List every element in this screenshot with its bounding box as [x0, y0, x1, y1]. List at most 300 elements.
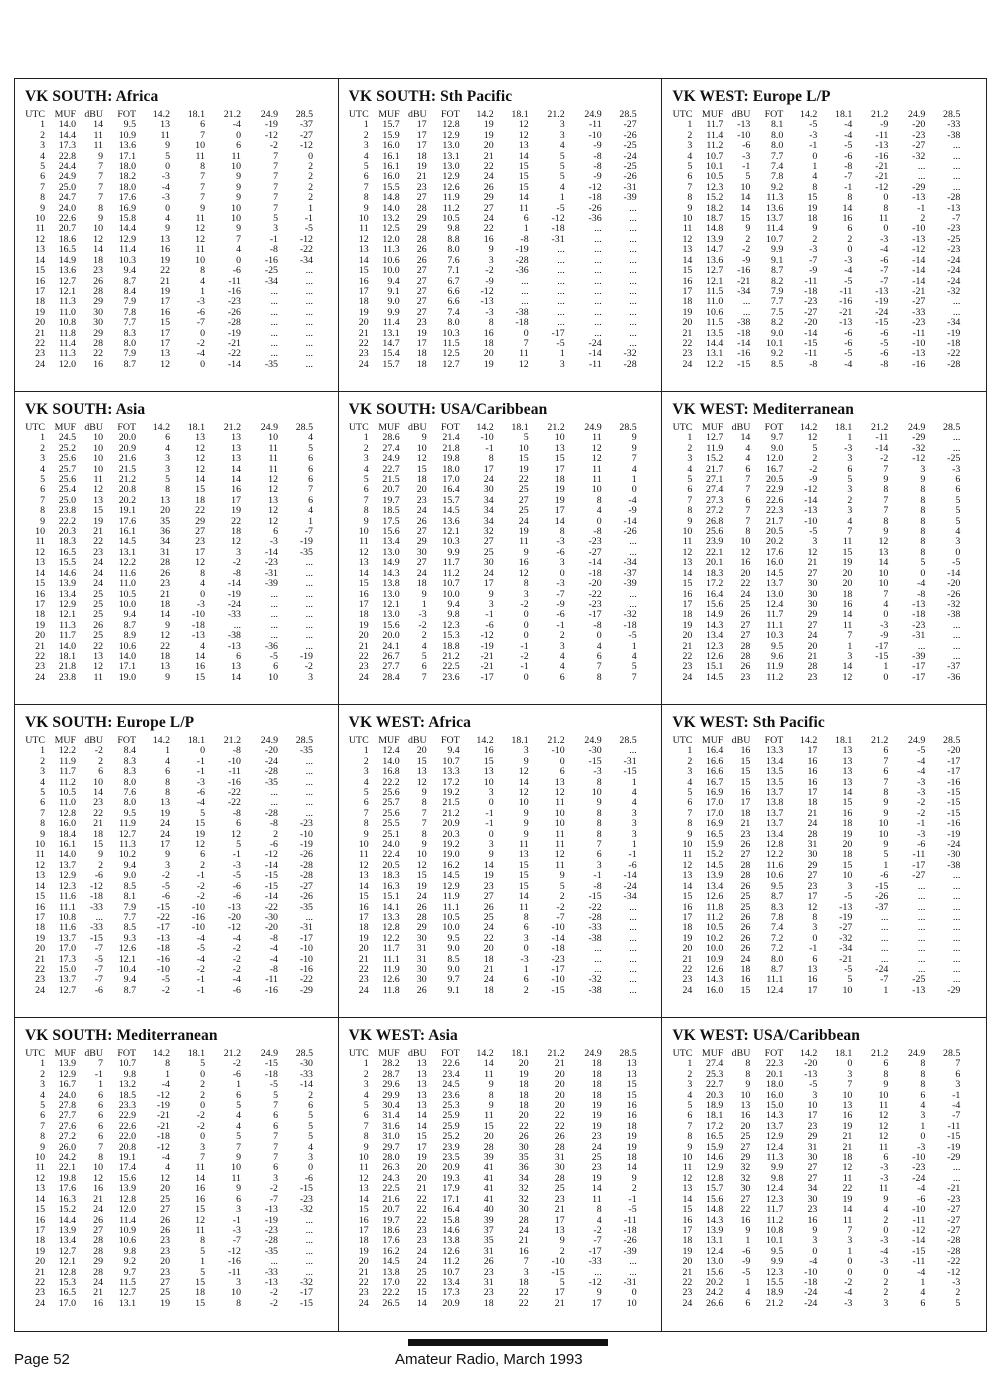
table-cell: 23 [682, 661, 693, 673]
column-header: UTC [25, 422, 45, 433]
prediction-table [670, 110, 963, 370]
table-cell: 9.1 [770, 254, 784, 266]
table-cell: 10 [740, 536, 751, 548]
table-cell: -10 [912, 337, 926, 349]
table-cell: 7.8 [770, 911, 784, 923]
table-cell: 14 [416, 1297, 427, 1309]
table-cell: 28 [554, 1172, 565, 1184]
table-cell: ... [305, 1235, 313, 1247]
table-cell: 16 [842, 598, 853, 610]
table-cell: 21 [842, 1141, 853, 1153]
table-cell: 9.8 [770, 1172, 784, 1184]
table-cell: 4 [920, 1100, 926, 1112]
table-cell: -8 [520, 233, 529, 245]
table-cell: 27 [740, 1193, 751, 1205]
table-cell: -8 [593, 880, 602, 892]
table-cell: 10 [842, 870, 853, 882]
table-cell: 13 [740, 1100, 751, 1112]
table-cell: 10.6 [382, 254, 400, 266]
table-cell: -6 [556, 546, 565, 558]
table-cell: -16 [264, 254, 278, 266]
table-cell: -29 [947, 1152, 961, 1164]
table-cell: 7 [847, 1224, 853, 1236]
table-cell: 18 [416, 578, 427, 590]
column-header: dBU [84, 422, 103, 433]
table-cell: 24 [740, 588, 751, 600]
table-cell: 31 [483, 1245, 494, 1257]
table-cell: -24 [623, 150, 637, 162]
table-cell: 11.3 [766, 1152, 784, 1164]
column-header: FOT [117, 1048, 136, 1059]
table-cell: 24 [416, 1245, 427, 1257]
table-cell: 20 [358, 630, 369, 642]
table-cell: 1 [631, 839, 637, 851]
table-cell: -2 [418, 619, 427, 631]
table-cell: 31.4 [382, 1110, 400, 1122]
table-cell: 19 [416, 327, 427, 339]
table-cell: -3 [880, 233, 889, 245]
table-cell: ... [917, 891, 926, 903]
table-cell: 19 [483, 358, 494, 370]
table-cell: 15 [358, 578, 369, 590]
table-cell: 6 [687, 171, 693, 183]
table-cell: ... [270, 337, 278, 349]
table-cell: 20.2 [706, 1276, 724, 1288]
table-cell: 14 [160, 609, 170, 621]
table-cell: -4 [232, 932, 241, 944]
table-cell: 9.1 [447, 984, 460, 996]
table-cell: 7 [273, 150, 278, 162]
table-cell: 17 [416, 337, 427, 349]
table-cell: 14 [195, 650, 205, 662]
table-cell: 8.7 [123, 619, 136, 631]
table-cell: 22 [740, 578, 751, 590]
table-cell: -27 [947, 1224, 961, 1236]
table-cell: 17 [358, 598, 369, 610]
table-cell: 6 [98, 766, 103, 778]
table-cell: 16 [807, 755, 818, 767]
table-cell: 20 [554, 1079, 565, 1091]
table-cell: 6 [687, 484, 693, 496]
table-cell: 12 [807, 546, 818, 558]
table-cell: -23 [947, 223, 961, 235]
table-cell: 12.4 [766, 598, 784, 610]
table-row [670, 944, 963, 954]
table-cell: 0 [955, 546, 961, 558]
table-cell: 23 [416, 1224, 427, 1236]
table-cell: 6 [273, 661, 278, 673]
table-cell: 13 [358, 870, 369, 882]
table-cell: 12 [682, 233, 693, 245]
table-cell: 29.7 [382, 1141, 400, 1153]
table-cell: 24 [416, 1256, 427, 1268]
table-cell: ... [629, 337, 637, 349]
table-cell: 9 [165, 223, 170, 235]
column-header: 18.1 [835, 1048, 853, 1059]
table-cell: -5 [232, 870, 241, 882]
table-cell: 9 [523, 818, 529, 830]
table-cell: 24.2 [58, 1152, 76, 1164]
table-cell: 9.5 [770, 1245, 784, 1257]
table-cell: -1 [809, 943, 818, 955]
table-cell: -1 [628, 1193, 637, 1205]
table-cell: 12.7 [706, 265, 724, 277]
table-cell: 6 [308, 494, 313, 506]
table-cell: -2 [269, 1287, 278, 1299]
table-cell: 22.2 [58, 515, 76, 527]
table-cell: 17 [591, 1297, 602, 1309]
table-cell: 10.0 [442, 922, 460, 934]
table-cell: 16 [35, 588, 45, 600]
table-cell: 11.9 [706, 442, 724, 454]
table-cell: 16.7 [706, 776, 724, 788]
table-cell: 11 [93, 671, 103, 683]
table-cell: -38 [947, 859, 961, 871]
table-cell: 10 [93, 223, 103, 235]
table-cell: 22 [554, 1110, 565, 1122]
table-cell: 10 [518, 797, 529, 809]
table-cell: 19 [554, 494, 565, 506]
table-cell: 12 [35, 546, 45, 558]
table-cell: 12 [878, 1110, 889, 1122]
table-cell: 10.3 [442, 536, 460, 548]
table-cell: -18 [551, 943, 565, 955]
table-cell: 11.6 [766, 859, 784, 871]
table-cell: 15 [518, 870, 529, 882]
table-cell: 2 [200, 1089, 205, 1101]
table-cell: 9.7 [123, 1266, 136, 1278]
table-cell: 31 [807, 839, 818, 851]
table-cell: 13.7 [766, 213, 784, 225]
table-cell: 0 [596, 515, 602, 527]
table-cell: 19 [591, 1120, 602, 1132]
table-cell: 13 [416, 766, 427, 778]
table-cell: 12.1 [58, 1256, 76, 1268]
table-cell: -2 [269, 1297, 278, 1309]
table-cell: -14 [804, 494, 818, 506]
table-cell: -6 [880, 348, 889, 360]
table-cell: -16 [737, 348, 751, 360]
table-cell: 20 [160, 1256, 170, 1268]
table-cell: 24 [518, 515, 529, 527]
table-cell: 8 [165, 484, 170, 496]
table-cell: 19.1 [118, 505, 136, 517]
table-cell: 20 [358, 1256, 369, 1268]
table-cell: 27 [160, 1276, 170, 1288]
table-cell: 22 [35, 337, 45, 349]
table-cell: 23 [160, 1266, 170, 1278]
table-cell: -6 [232, 891, 241, 903]
table-cell: 28 [483, 1141, 494, 1153]
table-cell: 2 [812, 453, 818, 465]
table-cell: -23 [912, 129, 926, 141]
column-header: 18.1 [511, 1048, 529, 1059]
table-cell: 25.6 [382, 807, 400, 819]
table-cell: -24 [227, 598, 241, 610]
table-cell: 13 [160, 494, 170, 506]
table-cell: -1 [232, 1214, 241, 1226]
table-cell: -24 [875, 306, 889, 318]
table-cell: -8 [809, 358, 818, 370]
table-cell: 14.3 [766, 1110, 784, 1122]
table-cell: -6 [232, 1068, 241, 1080]
table-cell: 19 [231, 505, 241, 517]
table-cell: 17 [35, 1224, 45, 1236]
table-cell: 17.3 [58, 140, 76, 152]
table-cell: 11 [93, 474, 103, 486]
table-cell: 15 [358, 1204, 369, 1216]
table-cell: 7 [308, 484, 313, 496]
table-cell: 1 [883, 859, 889, 871]
table-cell: 25 [740, 598, 751, 610]
table-cell: 11.8 [706, 901, 724, 913]
table-cell: -4 [844, 1287, 853, 1299]
table-cell: 12.1 [58, 285, 76, 297]
table-cell: ... [594, 254, 602, 266]
table-cell: 8 [236, 1297, 241, 1309]
table-cell: 9 [883, 807, 889, 819]
column-header: FOT [117, 109, 136, 120]
table-cell: 0 [488, 797, 494, 809]
table-cell: ... [305, 766, 313, 778]
table-cell: 18 [358, 1235, 369, 1247]
table-cell: 16 [93, 358, 103, 370]
table-cell: 16.0 [766, 557, 784, 569]
table-cell: 11.6 [119, 567, 136, 579]
table-cell: 17.0 [706, 797, 724, 809]
table-cell: -1 [917, 818, 926, 830]
table-cell: 13.7 [58, 859, 76, 871]
table-cell: -31 [912, 630, 926, 642]
table-cell: 41 [483, 1183, 494, 1195]
table-cell: -4 [917, 755, 926, 767]
table-cell: 20 [682, 317, 693, 329]
table-cell: 31 [483, 1276, 494, 1288]
table-cell: -18 [515, 317, 529, 329]
table-cell: -28 [264, 807, 278, 819]
table-cell: 24 [682, 671, 693, 683]
table-cell: -11 [265, 974, 278, 986]
table-cell: 29.9 [382, 1089, 400, 1101]
table-cell: 24 [160, 818, 170, 830]
table-cell: 19 [518, 526, 529, 538]
table-cell: 11.7 [706, 119, 724, 131]
table-cell: 13 [231, 661, 241, 673]
table-cell: -6 [880, 870, 889, 882]
table-cell: 12.5 [382, 223, 400, 235]
table-cell: -2 [196, 880, 205, 892]
prediction-panel [15, 1018, 339, 1331]
column-header: dBU [731, 735, 751, 746]
table-cell: 21 [160, 588, 170, 600]
table-cell: 11 [195, 150, 205, 162]
table-cell: -21 [875, 161, 889, 173]
table-cell: 15 [35, 1204, 45, 1216]
table-cell: 21 [416, 171, 427, 183]
table-cell: 15.6 [382, 619, 400, 631]
table-cell: 11.6 [59, 891, 76, 903]
column-header: 18.1 [187, 422, 205, 433]
table-cell: 17.9 [442, 1183, 460, 1195]
table-cell: -26 [588, 202, 602, 214]
table-cell: 15 [195, 484, 205, 496]
table-cell: 18 [518, 1276, 529, 1288]
table-cell: -26 [299, 849, 313, 861]
table-cell: 15 [807, 192, 818, 204]
table-cell: 8 [98, 202, 103, 214]
table-cell: 7 [273, 1100, 278, 1112]
table-cell: 2 [363, 755, 369, 767]
prediction-panel [662, 1018, 986, 1331]
table-cell: 13 [35, 870, 45, 882]
table-cell: -18 [89, 891, 103, 903]
table-cell: ... [629, 546, 637, 558]
table-cell: -12 [156, 1141, 170, 1153]
table-cell: 15 [518, 181, 529, 193]
table-cell: 20 [483, 140, 494, 152]
table-cell: 32 [740, 1172, 751, 1184]
table-cell: -27 [299, 129, 313, 141]
table-cell: 3 [523, 932, 529, 944]
table-cell: 10.5 [706, 922, 724, 934]
table-cell: 3 [596, 859, 602, 871]
table-cell: 21 [740, 818, 751, 830]
table-cell: -2 [232, 1058, 241, 1070]
table-cell: 11.2 [766, 671, 784, 683]
table-cell: -24 [947, 275, 961, 287]
table-cell: -34 [839, 943, 853, 955]
table-cell: 16 [35, 1214, 45, 1226]
table-cell: 25 [740, 891, 751, 903]
table-cell: 3 [165, 453, 170, 465]
table-cell: 26 [740, 839, 751, 851]
table-cell: 7.9 [123, 348, 136, 360]
table-cell: 16.0 [766, 1089, 784, 1101]
table-cell: 11 [195, 244, 205, 256]
table-cell: 0 [883, 609, 889, 621]
table-cell: 9 [236, 181, 241, 193]
table-cell: 22.9 [766, 484, 784, 496]
table-cell: 22 [483, 161, 494, 173]
column-header: 21.2 [223, 422, 241, 433]
table-cell: -36 [947, 671, 961, 683]
table-cell: -19 [264, 119, 278, 131]
table-cell: -9 [556, 598, 565, 610]
table-cell: 16.2 [382, 1245, 400, 1257]
table-cell: 12.9 [766, 1131, 784, 1143]
table-cell: 30 [416, 932, 427, 944]
prediction-table [347, 110, 640, 370]
table-cell: 13 [682, 557, 693, 569]
column-header: MUF [54, 1048, 76, 1059]
table-cell: 11.7 [382, 943, 400, 955]
table-cell: 6 [421, 661, 427, 673]
table-cell: 7 [631, 453, 637, 465]
table-cell: 12 [682, 859, 693, 871]
table-cell: -5 [628, 630, 637, 642]
table-cell: ... [952, 630, 961, 642]
table-cell: 15 [842, 546, 853, 558]
table-cell: -23 [264, 557, 278, 569]
table-cell: 20.9 [118, 442, 136, 454]
table-cell: 0 [847, 1058, 853, 1070]
table-cell: 1 [687, 1058, 693, 1070]
table-cell: 20 [416, 745, 427, 757]
table-cell: -5 [809, 1079, 818, 1091]
table-cell: 7 [273, 202, 278, 214]
table-cell: 23.9 [706, 536, 724, 548]
table-cell: -6 [196, 306, 205, 318]
table-cell: -33 [89, 901, 103, 913]
column-header: 28.5 [295, 735, 313, 746]
table-cell: -32 [912, 442, 926, 454]
table-cell: ... [952, 650, 961, 662]
table-cell: 41 [483, 1172, 494, 1184]
table-cell: -2 [917, 797, 926, 809]
table-cell: 8 [363, 505, 369, 517]
table-cell: 22.6 [118, 1120, 136, 1132]
table-cell: 13 [842, 766, 853, 778]
table-cell: 8.0 [447, 244, 460, 256]
table-cell: 23.8 [58, 671, 76, 683]
table-cell: 3 [523, 745, 529, 757]
table-cell: 4 [165, 1162, 170, 1174]
table-cell: 9 [488, 244, 494, 256]
table-cell: 6 [883, 1058, 889, 1070]
table-cell: 20 [682, 1256, 693, 1268]
table-cell: -8 [593, 150, 602, 162]
table-cell: 9.4 [123, 859, 136, 871]
table-cell: -17 [480, 671, 494, 683]
table-row [347, 631, 640, 641]
table-cell: 8 [421, 797, 427, 809]
table-cell: 5 [812, 442, 818, 454]
table-cell: 20 [35, 630, 45, 642]
table-cell: 12.3 [442, 619, 460, 631]
table-cell: 12 [842, 1162, 853, 1174]
table-cell: -13 [227, 901, 241, 913]
table-cell: 20 [518, 1058, 529, 1070]
table-cell: 4 [883, 1204, 889, 1216]
table-cell: ... [917, 880, 926, 892]
table-cell: 20.7 [58, 223, 76, 235]
table-cell: 26.5 [382, 1297, 400, 1309]
table-cell: 13 [35, 557, 45, 569]
table-cell: 8 [687, 818, 693, 830]
table-cell: -17 [156, 922, 170, 934]
table-cell: 22 [358, 1276, 369, 1288]
table-cell: 18 [591, 1058, 602, 1070]
column-header: FOT [764, 735, 784, 746]
table-cell: 12 [93, 661, 103, 673]
table-cell: 9.1 [387, 285, 400, 297]
table-cell: 30 [807, 578, 818, 590]
table-cell: 22 [35, 650, 45, 662]
table-cell: 17.5 [382, 515, 400, 527]
table-cell: -22 [264, 901, 278, 913]
table-cell: 15.7 [382, 358, 400, 370]
table-cell: 8 [883, 787, 889, 799]
table-cell: 17 [416, 119, 427, 131]
table-cell: 6 [920, 1089, 926, 1101]
table-cell: -5 [304, 223, 313, 235]
table-cell: 18 [483, 1297, 494, 1309]
table-cell: -7 [952, 213, 961, 225]
table-cell: ... [270, 609, 278, 621]
table-cell: ... [629, 213, 637, 225]
table-cell: 11 [878, 1183, 889, 1195]
table-cell: 12 [878, 1131, 889, 1143]
